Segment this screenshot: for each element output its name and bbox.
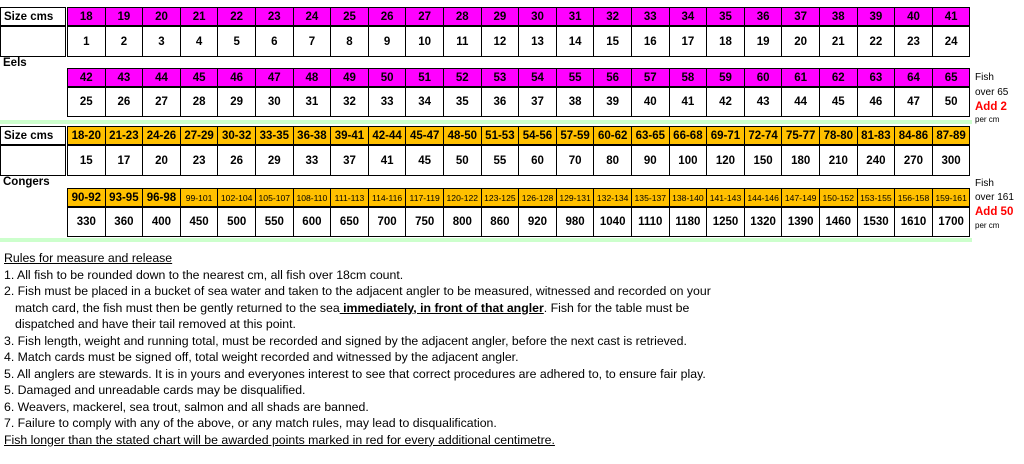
congers-points-cell-3: 20 <box>142 145 181 176</box>
eels-size-cell-18: 35 <box>706 7 745 26</box>
eels-points-cell-2: 2 <box>105 26 144 57</box>
congers-points-cell-15: 80 <box>593 145 632 176</box>
eels-size-label: Size cms <box>0 7 66 26</box>
eels-size-cell-16: 57 <box>631 68 670 87</box>
eels-points-cell-20: 20 <box>781 26 820 57</box>
congers-points-cell-2: 17 <box>105 145 144 176</box>
congers-size-cell-10: 117-119 <box>405 188 444 207</box>
eels-size-cell-2: 43 <box>105 68 144 87</box>
congers-points-cell-20: 1390 <box>781 207 820 237</box>
congers-size-cell-11: 120-122 <box>443 188 482 207</box>
rules-section <box>4 250 711 448</box>
congers-size-cell-19: 144-146 <box>744 188 783 207</box>
congers-points-cell-23: 270 <box>894 145 933 176</box>
congers-size-cell-4: 99-101 <box>180 188 219 207</box>
eels-size-cell-21: 38 <box>819 7 858 26</box>
congers-size-cell-11: 48-50 <box>443 126 482 145</box>
eels-section-label: Eels <box>3 57 27 69</box>
congers-points-cell-15: 1040 <box>593 207 632 237</box>
congers-size-cell-7: 36-38 <box>293 126 332 145</box>
congers-points-row-1 <box>0 145 970 176</box>
congers-size-cell-19: 72-74 <box>744 126 783 145</box>
congers-size-cell-1: 18-20 <box>67 126 106 145</box>
congers-size-cell-6: 33-35 <box>255 126 294 145</box>
eels-points-cell-13: 13 <box>518 26 557 57</box>
congers-points-cell-6: 550 <box>255 207 294 237</box>
congers-points-cell-1: 15 <box>67 145 106 176</box>
eels-size-cell-24: 65 <box>932 68 971 87</box>
congers-size-cell-9: 114-116 <box>368 188 407 207</box>
congers-size-cell-13: 126-128 <box>518 188 557 207</box>
congers-size-cell-23: 156-158 <box>894 188 933 207</box>
congers-points-cell-19: 150 <box>744 145 783 176</box>
eels-points-cell-13: 37 <box>518 87 557 117</box>
eels-size-cell-22: 63 <box>857 68 896 87</box>
rule-2-line1: 2. Fish must be placed in a bucket of sea water and taken to the adjacent angler to be measured, witnessed and recorded on your <box>4 284 711 298</box>
eels-side-line1: Fish <box>975 72 994 83</box>
eels-points-cell-9: 9 <box>368 26 407 57</box>
eels-points-cell-19: 43 <box>744 87 783 117</box>
congers-points-cell-8: 37 <box>330 145 369 176</box>
eels-size-cell-18: 59 <box>706 68 745 87</box>
congers-points-cell-7: 33 <box>293 145 332 176</box>
eels-side-line2: over 65 <box>975 87 1009 98</box>
eels-points-cell-17: 17 <box>669 26 708 57</box>
congers-blank-cell <box>0 145 66 176</box>
congers-size-cell-6: 105-107 <box>255 188 294 207</box>
eels-points-cell-8: 32 <box>330 87 369 117</box>
congers-size-cell-15: 132-134 <box>593 188 632 207</box>
congers-points-cell-4: 23 <box>180 145 219 176</box>
eels-points-cell-9: 33 <box>368 87 407 117</box>
congers-points-cell-10: 45 <box>405 145 444 176</box>
eels-separator-bar <box>0 120 972 124</box>
congers-size-row-2 <box>0 188 970 207</box>
eels-points-cell-17: 41 <box>669 87 708 117</box>
eels-size-cell-19: 60 <box>744 68 783 87</box>
eels-points-cell-8: 8 <box>330 26 369 57</box>
congers-size-cell-13: 54-56 <box>518 126 557 145</box>
congers-size-cell-2: 21-23 <box>105 126 144 145</box>
eels-blank-cell <box>0 26 66 57</box>
eels-size-cell-20: 37 <box>781 7 820 26</box>
congers-points-row-2 <box>0 207 970 237</box>
rule-2-line2 <box>4 300 711 317</box>
eels-points-cell-5: 5 <box>217 26 256 57</box>
eels-points-cell-22: 46 <box>857 87 896 117</box>
congers-size-cell-9: 42-44 <box>368 126 407 145</box>
rule-2-line2-post: . Fish for the table must be <box>543 300 690 315</box>
eels-size-cell-2: 19 <box>105 7 144 26</box>
eels-points-cell-11: 11 <box>443 26 482 57</box>
eels-points-cell-12: 36 <box>481 87 520 117</box>
congers-separator-bar <box>0 238 972 242</box>
eels-size-cell-10: 27 <box>405 7 444 26</box>
eels-size-cell-6: 47 <box>255 68 294 87</box>
congers-side-line3: per cm <box>975 221 1000 230</box>
eels-size-cell-22: 39 <box>857 7 896 26</box>
eels-size-cell-20: 61 <box>781 68 820 87</box>
congers-points-cell-24: 1700 <box>932 207 971 237</box>
congers-size-cell-1: 90-92 <box>67 188 106 207</box>
eels-points-row-2 <box>0 87 970 117</box>
rule-4: 4. Match cards must be signed off, total weight recorded and witnessed by the adjacent angler. <box>4 350 519 364</box>
congers-points-cell-22: 240 <box>857 145 896 176</box>
congers-points-cell-5: 500 <box>217 207 256 237</box>
congers-points-cell-9: 41 <box>368 145 407 176</box>
eels-size-cell-23: 40 <box>894 7 933 26</box>
congers-size-row-1 <box>0 126 970 145</box>
congers-size-cell-23: 84-86 <box>894 126 933 145</box>
eels-points-cell-21: 45 <box>819 87 858 117</box>
congers-points-cell-23: 1610 <box>894 207 933 237</box>
congers-points-cell-12: 860 <box>481 207 520 237</box>
congers-side-line2: over 161 <box>975 192 1014 203</box>
congers-points-cell-10: 750 <box>405 207 444 237</box>
eels-size-cell-7: 48 <box>293 68 332 87</box>
eels-points-cell-23: 23 <box>894 26 933 57</box>
eels-points-cell-4: 4 <box>180 26 219 57</box>
eels-size-cell-13: 54 <box>518 68 557 87</box>
congers-size-cell-16: 63-65 <box>631 126 670 145</box>
rule-5b: 5. Damaged and unreadable cards may be disqualified. <box>4 383 306 397</box>
congers-size-cell-3: 24-26 <box>142 126 181 145</box>
eels-size-cell-6: 23 <box>255 7 294 26</box>
eels-points-cell-20: 44 <box>781 87 820 117</box>
eels-size-cell-1: 18 <box>67 7 106 26</box>
eels-points-cell-3: 3 <box>142 26 181 57</box>
eels-side-note <box>975 72 1008 126</box>
eels-size-cell-14: 55 <box>556 68 595 87</box>
eels-points-cell-7: 31 <box>293 87 332 117</box>
eels-points-cell-10: 34 <box>405 87 444 117</box>
eels-points-cell-22: 22 <box>857 26 896 57</box>
eels-size-cell-19: 36 <box>744 7 783 26</box>
rule-5: 5. All anglers are stewards. It is in yours and everyones interest to see that correct procedures are adhered to, to ensure fair play. <box>4 366 706 381</box>
congers-points-cell-14: 980 <box>556 207 595 237</box>
eels-points-cell-1: 25 <box>67 87 106 117</box>
rule-6: 6. Weavers, mackerel, sea trout, salmon and all shads are banned. <box>4 399 369 414</box>
congers-size-cell-18: 69-71 <box>706 126 745 145</box>
eels-size-row-1 <box>0 7 970 26</box>
eels-points-cell-2: 26 <box>105 87 144 117</box>
eels-size-cell-4: 21 <box>180 7 219 26</box>
congers-points-cell-11: 50 <box>443 145 482 176</box>
eels-points-cell-12: 12 <box>481 26 520 57</box>
congers-size-cell-20: 75-77 <box>781 126 820 145</box>
congers-points-cell-6: 29 <box>255 145 294 176</box>
congers-size-cell-14: 129-131 <box>556 188 595 207</box>
congers-points-cell-8: 650 <box>330 207 369 237</box>
congers-size-cell-17: 138-140 <box>669 188 708 207</box>
eels-size-cell-11: 52 <box>443 68 482 87</box>
eels-points-cell-6: 6 <box>255 26 294 57</box>
eels-points-cell-4: 28 <box>180 87 219 117</box>
congers-points-cell-11: 800 <box>443 207 482 237</box>
congers-size-cell-24: 87-89 <box>932 126 971 145</box>
eels-points-cell-24: 24 <box>932 26 971 57</box>
eels-points-cell-7: 7 <box>293 26 332 57</box>
eels-points-cell-14: 14 <box>556 26 595 57</box>
congers-points-cell-16: 1110 <box>631 207 670 237</box>
rule-1: 1. All fish to be rounded down to the nearest cm, all fish over 18cm count. <box>4 267 404 282</box>
congers-points-cell-20: 180 <box>781 145 820 176</box>
eels-points-cell-15: 39 <box>593 87 632 117</box>
congers-points-cell-9: 700 <box>368 207 407 237</box>
congers-points-cell-17: 1180 <box>669 207 708 237</box>
rule-7: 7. Failure to comply with any of the above, or any match rules, may lead to disqualification. <box>4 416 497 430</box>
congers-size-cell-10: 45-47 <box>405 126 444 145</box>
eels-points-cell-24: 50 <box>932 87 971 117</box>
eels-size-cell-21: 62 <box>819 68 858 87</box>
eels-size-cell-24: 41 <box>932 7 971 26</box>
congers-points-cell-4: 450 <box>180 207 219 237</box>
eels-size-cell-11: 28 <box>443 7 482 26</box>
congers-side-line1: Fish <box>975 178 994 189</box>
congers-points-cell-14: 70 <box>556 145 595 176</box>
eels-points-cell-18: 42 <box>706 87 745 117</box>
congers-size-cell-4: 27-29 <box>180 126 219 145</box>
congers-size-label: Size cms <box>0 126 66 145</box>
eels-points-cell-1: 1 <box>67 26 106 57</box>
congers-points-cell-21: 210 <box>819 145 858 176</box>
eels-size-cell-4: 45 <box>180 68 219 87</box>
congers-side-red: Add 50 <box>975 206 1014 218</box>
rules-heading: Rules for measure and release <box>4 251 173 265</box>
congers-points-cell-24: 300 <box>932 145 971 176</box>
eels-side-red: Add 2 <box>975 101 1007 113</box>
congers-points-cell-17: 100 <box>669 145 708 176</box>
rule-2-line3: dispatched and have their tail removed at this point. <box>15 317 296 331</box>
congers-size-cell-15: 60-62 <box>593 126 632 145</box>
eels-points-cell-18: 18 <box>706 26 745 57</box>
congers-size-cell-8: 111-113 <box>330 188 369 207</box>
eels-size-cell-9: 26 <box>368 7 407 26</box>
congers-points-cell-13: 920 <box>518 207 557 237</box>
eels-size-cell-14: 31 <box>556 7 595 26</box>
congers-size-cell-12: 123-125 <box>481 188 520 207</box>
eels-points-cell-5: 29 <box>217 87 256 117</box>
eels-points-row-1 <box>0 26 970 57</box>
eels-size-cell-8: 49 <box>330 68 369 87</box>
eels-size-cell-3: 20 <box>142 7 181 26</box>
eels-points-cell-11: 35 <box>443 87 482 117</box>
congers-side-note <box>975 178 1014 232</box>
congers-size-cell-12: 51-53 <box>481 126 520 145</box>
congers-size-cell-5: 102-104 <box>217 188 256 207</box>
congers-points-cell-18: 1250 <box>706 207 745 237</box>
eels-points-cell-3: 27 <box>142 87 181 117</box>
eels-points-cell-10: 10 <box>405 26 444 57</box>
eels-size-cell-10: 51 <box>405 68 444 87</box>
congers-section-label: Congers <box>3 176 50 188</box>
congers-size-cell-21: 78-80 <box>819 126 858 145</box>
eels-size-cell-5: 22 <box>217 7 256 26</box>
eels-points-cell-21: 21 <box>819 26 858 57</box>
congers-size-cell-22: 81-83 <box>857 126 896 145</box>
eels-size-cell-9: 50 <box>368 68 407 87</box>
eels-points-cell-6: 30 <box>255 87 294 117</box>
eels-size-cell-8: 25 <box>330 7 369 26</box>
congers-points-cell-7: 600 <box>293 207 332 237</box>
eels-points-cell-16: 16 <box>631 26 670 57</box>
congers-points-cell-21: 1460 <box>819 207 858 237</box>
eels-points-cell-19: 19 <box>744 26 783 57</box>
congers-size-cell-2: 93-95 <box>105 188 144 207</box>
rule-3: 3. Fish length, weight and running total, must be recorded and signed by the adjacent angler, before the next cast is retrieved. <box>4 333 687 348</box>
eels-size-cell-13: 30 <box>518 7 557 26</box>
eels-points-cell-23: 47 <box>894 87 933 117</box>
rule-2-line2-pre: match card, the fish must then be gently returned to the sea <box>15 300 340 315</box>
congers-points-cell-3: 400 <box>142 207 181 237</box>
eels-size-cell-5: 46 <box>217 68 256 87</box>
congers-size-cell-22: 153-155 <box>857 188 896 207</box>
eels-points-cell-14: 38 <box>556 87 595 117</box>
congers-points-cell-5: 26 <box>217 145 256 176</box>
congers-points-cell-19: 1320 <box>744 207 783 237</box>
congers-size-cell-17: 66-68 <box>669 126 708 145</box>
congers-points-cell-2: 360 <box>105 207 144 237</box>
eels-size-cell-15: 32 <box>593 7 632 26</box>
eels-points-cell-16: 40 <box>631 87 670 117</box>
congers-size-cell-21: 150-152 <box>819 188 858 207</box>
eels-size-cell-12: 53 <box>481 68 520 87</box>
congers-points-cell-22: 1530 <box>857 207 896 237</box>
eels-size-cell-17: 34 <box>669 7 708 26</box>
congers-size-cell-24: 159-161 <box>932 188 971 207</box>
congers-points-cell-18: 120 <box>706 145 745 176</box>
eels-size-cell-23: 64 <box>894 68 933 87</box>
eels-size-cell-16: 33 <box>631 7 670 26</box>
congers-points-cell-13: 60 <box>518 145 557 176</box>
rules-footer: Fish longer than the stated chart will be awarded points marked in red for every additional centimetre. <box>4 432 555 447</box>
congers-points-cell-12: 55 <box>481 145 520 176</box>
eels-size-cell-15: 56 <box>593 68 632 87</box>
congers-size-cell-8: 39-41 <box>330 126 369 145</box>
rule-2-emphasis: immediately, in front of that angler <box>339 300 544 315</box>
eels-size-cell-1: 42 <box>67 68 106 87</box>
congers-size-cell-18: 141-143 <box>706 188 745 207</box>
congers-size-cell-3: 96-98 <box>142 188 181 207</box>
eels-points-cell-15: 15 <box>593 26 632 57</box>
eels-size-cell-17: 58 <box>669 68 708 87</box>
congers-size-cell-7: 108-110 <box>293 188 332 207</box>
eels-size-cell-12: 29 <box>481 7 520 26</box>
eels-side-line3: per cm <box>975 115 1000 124</box>
eels-size-cell-3: 44 <box>142 68 181 87</box>
congers-points-cell-16: 90 <box>631 145 670 176</box>
congers-size-cell-5: 30-32 <box>217 126 256 145</box>
eels-size-row-2 <box>0 68 970 87</box>
congers-size-cell-14: 57-59 <box>556 126 595 145</box>
congers-size-cell-20: 147-149 <box>781 188 820 207</box>
congers-size-cell-16: 135-137 <box>631 188 670 207</box>
congers-points-cell-1: 330 <box>67 207 106 237</box>
eels-size-cell-7: 24 <box>293 7 332 26</box>
